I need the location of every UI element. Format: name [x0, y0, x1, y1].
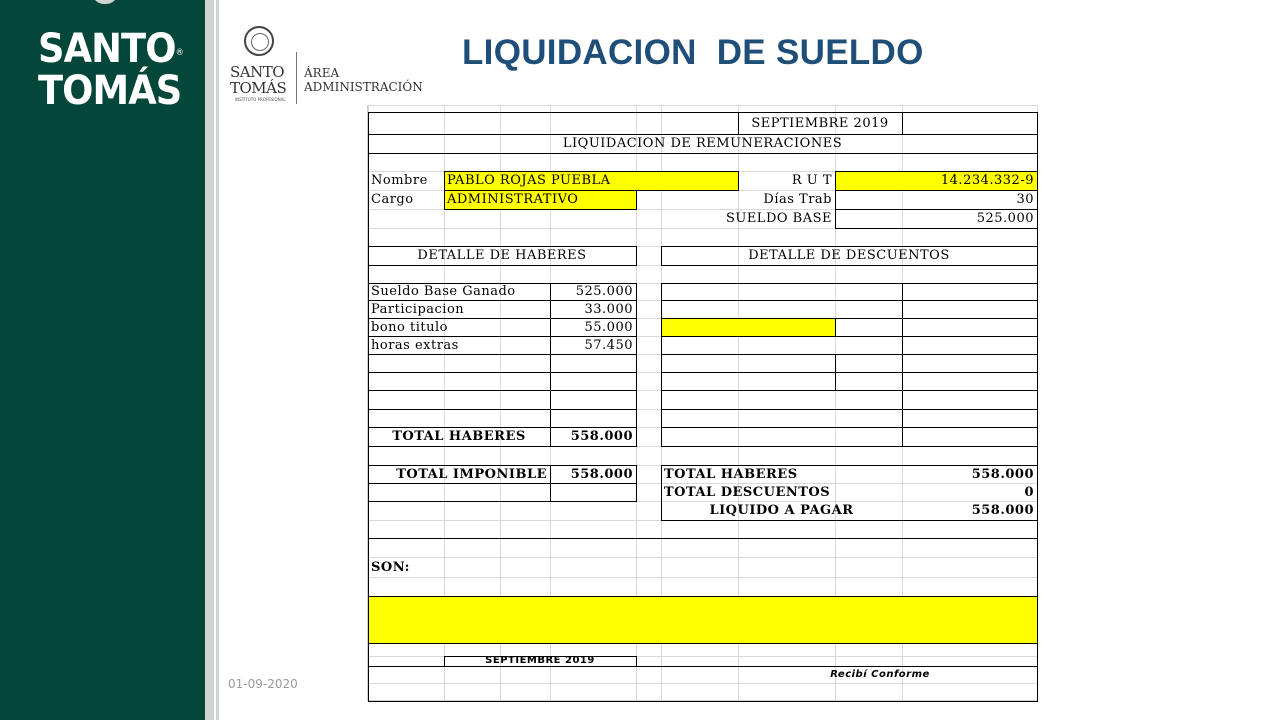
earnings-row-line: [368, 409, 636, 410]
net-pay-value: 558.000: [971, 503, 1034, 518]
position-value: ADMINISTRATIVO: [447, 192, 579, 207]
logo-area-line-1: ÁREA: [304, 66, 340, 80]
earning-value: 57.450: [584, 337, 633, 353]
total-taxable-label: TOTAL IMPONIBLE: [396, 466, 547, 482]
earnings-row-line: [368, 372, 636, 373]
deductions-row-line: [661, 354, 1037, 355]
page-title: LIQUIDACION DE SUELDO: [462, 33, 924, 72]
month-label: SEPTIEMBRE 2019: [751, 115, 889, 131]
logo-subtitle: INSTITUTO PROFESIONAL: [235, 97, 286, 102]
summary-deductions-value: 0: [1024, 484, 1034, 500]
deductions-inner-divider: [835, 318, 836, 336]
deductions-row-line: [661, 336, 1037, 337]
earning-label: horas extras: [371, 337, 459, 353]
brand-trademark: ®: [175, 48, 183, 58]
earning-label: Participacion: [371, 301, 465, 317]
rut-label: R U T: [791, 173, 832, 188]
base-salary-label: SUELDO BASE: [725, 211, 832, 226]
earning-label: bono titulo: [371, 319, 448, 335]
earning-value: 33.000: [584, 301, 633, 317]
brand-line-1: SANTO: [38, 26, 176, 72]
earnings-row-line: [368, 354, 636, 355]
summary-earnings-value: 558.000: [971, 466, 1034, 482]
deductions-row-line: [661, 283, 1037, 284]
taxable-row-line: [368, 483, 636, 484]
taxable-col-divider: [550, 465, 551, 501]
earnings-row-line: [368, 390, 636, 391]
earning-label: Sueldo Base Ganado: [371, 284, 516, 299]
deductions-row-line: [661, 390, 1037, 391]
deductions-row-line: [661, 318, 1037, 319]
son-box: [368, 538, 1038, 644]
deductions-col-divider: [902, 283, 903, 446]
sheet-heading: LIQUIDACION DE REMUNERACIONES: [562, 136, 843, 151]
earnings-col-divider: [550, 283, 551, 446]
deductions-row-line: [661, 427, 1037, 428]
deductions-row-line: [661, 409, 1037, 410]
deductions-row-line: [661, 446, 1037, 447]
deductions-header: DETALLE DE DESCUENTOS: [748, 248, 950, 263]
rut-value: 14.234.332-9: [940, 173, 1034, 188]
days-label: Días Trab: [763, 192, 832, 207]
name-label: Nombre: [371, 173, 428, 188]
brand-line-2: TOMÁS: [38, 68, 182, 114]
total-earnings-value: 558.000: [570, 429, 633, 444]
son-band-line: [368, 596, 1037, 597]
son-label: SON:: [371, 559, 410, 575]
name-value: PABLO ROJAS PUEBLA: [447, 173, 611, 188]
days-value: 30: [1016, 192, 1034, 207]
logo-area-line-2: ADMINISTRACIÓN: [304, 80, 423, 94]
earnings-row-line: [368, 446, 636, 447]
grid-row-line: [368, 105, 1037, 106]
summary-deductions-label: TOTAL DESCUENTOS: [664, 484, 831, 500]
net-pay-label: LIQUIDO A PAGAR: [709, 503, 854, 518]
total-earnings-label: TOTAL HABERES: [392, 429, 526, 444]
earnings-header: DETALLE DE HABERES: [417, 248, 587, 263]
deductions-row-line: [661, 300, 1037, 301]
deductions-table-box: [661, 283, 1038, 447]
total-taxable-value: 558.000: [570, 466, 633, 482]
summary-earnings-label: TOTAL HABERES: [664, 466, 798, 482]
earning-value: 525.000: [575, 284, 633, 299]
base-salary-value: 525.000: [976, 211, 1034, 226]
logo-name-line-2: TOMÁS: [230, 79, 287, 97]
earning-value: 55.000: [584, 319, 633, 335]
received-label: Recibí Conforme: [830, 669, 930, 680]
deductions-inner-divider: [835, 354, 836, 390]
deductions-row-line: [661, 372, 1037, 373]
footer-date: 01-09-2020: [228, 677, 298, 691]
logo-name-line-1: SANTO: [230, 63, 285, 81]
footer-month: SEPTIEMBRE 2019: [485, 655, 595, 666]
position-label: Cargo: [371, 192, 414, 207]
